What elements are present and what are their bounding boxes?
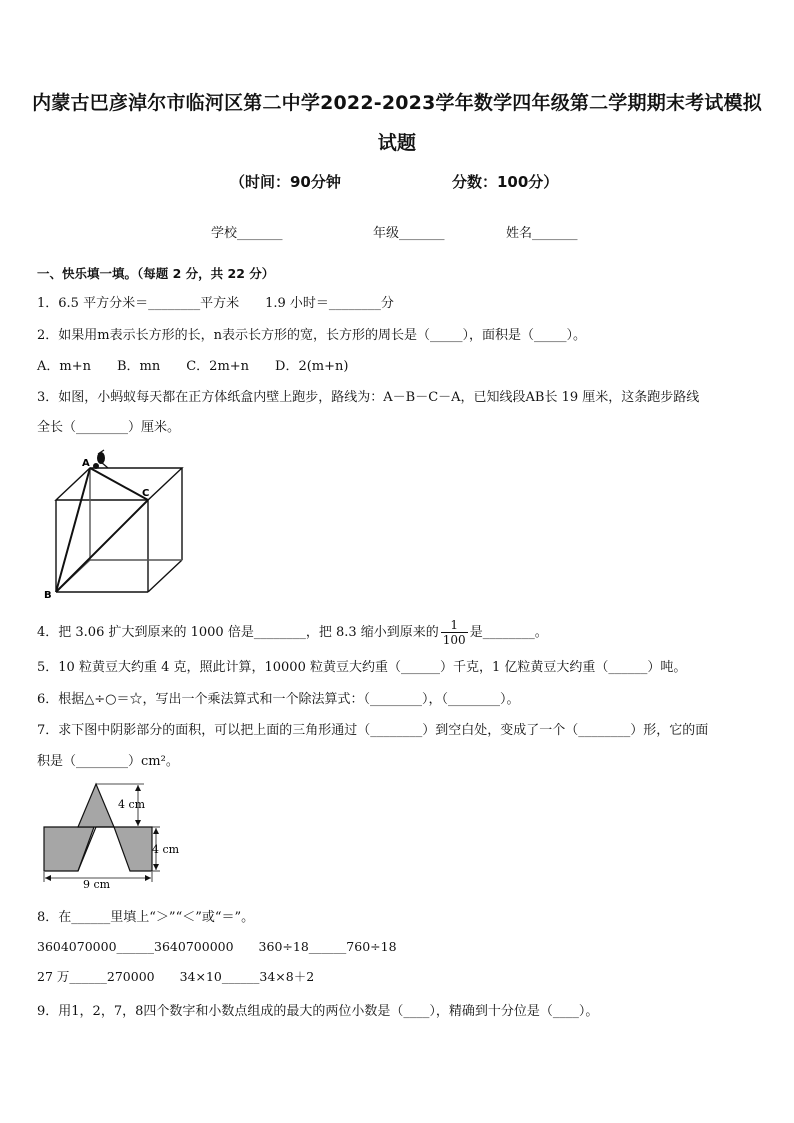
question-4-tail: 是________。	[469, 625, 548, 640]
shaded-shape-figure	[38, 780, 198, 892]
ant-icon	[93, 450, 108, 469]
section-heading: 一、快乐填一填。（每题 2 分，共 22 分）	[37, 266, 275, 281]
exam-title-line1: 内蒙古巴彦淖尔市临河区第二中学2022-2023学年数学四年级第二学期期末考试模拟	[32, 92, 762, 114]
grade-field: 年级_______	[373, 226, 445, 241]
shape-right-height-label: 4 cm	[152, 843, 180, 856]
name-field: 姓名_______	[506, 226, 578, 241]
cube-figure	[38, 448, 188, 602]
question-3-line2: 全长（________）厘米。	[37, 420, 181, 435]
fraction-numerator: 1	[441, 618, 468, 633]
shape-top-height-label: 4 cm	[118, 798, 146, 811]
cube-label-b: B	[44, 590, 52, 601]
exam-title-line2: 试题	[377, 132, 417, 154]
cube-label-c: C	[142, 488, 150, 499]
question-6: 6．根据△÷○＝☆，写出一个乘法算式和一个除法算式：（________），（________）。	[37, 692, 520, 707]
fraction-denominator: 100	[442, 633, 466, 647]
exam-score: 分数：100分）	[452, 173, 559, 191]
question-2: 2．如果用m表示长方形的长，n表示长方形的宽，长方形的周长是（_____），面积是（_____）。	[37, 328, 586, 343]
question-7-line2: 积是（________）cm²。	[37, 754, 179, 769]
question-4	[37, 618, 548, 647]
fraction	[441, 618, 468, 647]
shape-width-label: 9 cm	[83, 878, 111, 891]
question-8: 8．在______里填上“＞”“＜”或“＝”。	[37, 910, 255, 925]
school-field: 学校_______	[211, 226, 283, 241]
question-9: 9．用1，2，7，8四个数字和小数点组成的最大的两位小数是（____），精确到十分位是（____）。	[37, 1004, 599, 1019]
question-4-text: 4．把 3.06 扩大到原来的 1000 倍是________，把 8.3 缩小到原来的	[37, 625, 439, 640]
question-7-line1: 7．求下图中阴影部分的面积，可以把上面的三角形通过（________）到空白处，变成了一个（________）形，它的面	[37, 723, 709, 738]
question-8-row1: 3604070000______3640700000 360÷18______760÷18	[37, 939, 397, 954]
cube-label-a: A	[82, 458, 90, 469]
question-2-options: A．m+n B．mn C．2m+n D．2(m+n)	[37, 359, 349, 374]
exam-time: （时间：90分钟	[230, 173, 341, 191]
question-3-line1: 3．如图，小蚂蚁每天都在正方体纸盒内壁上跑步，路线为：A－B－C－A，已知线段AB长 19 厘米，这条跑步路线	[37, 390, 700, 405]
question-5: 5．10 粒黄豆大约重 4 克，照此计算，10000 粒黄豆大约重（______）千克，1 亿粒黄豆大约重（______）吨。	[37, 660, 687, 675]
question-1: 1．6.5 平方分米＝________平方米 1.9 小时＝________分	[37, 296, 394, 311]
question-8-row2: 27 万______270000 34×10______34×8＋2	[37, 969, 315, 984]
